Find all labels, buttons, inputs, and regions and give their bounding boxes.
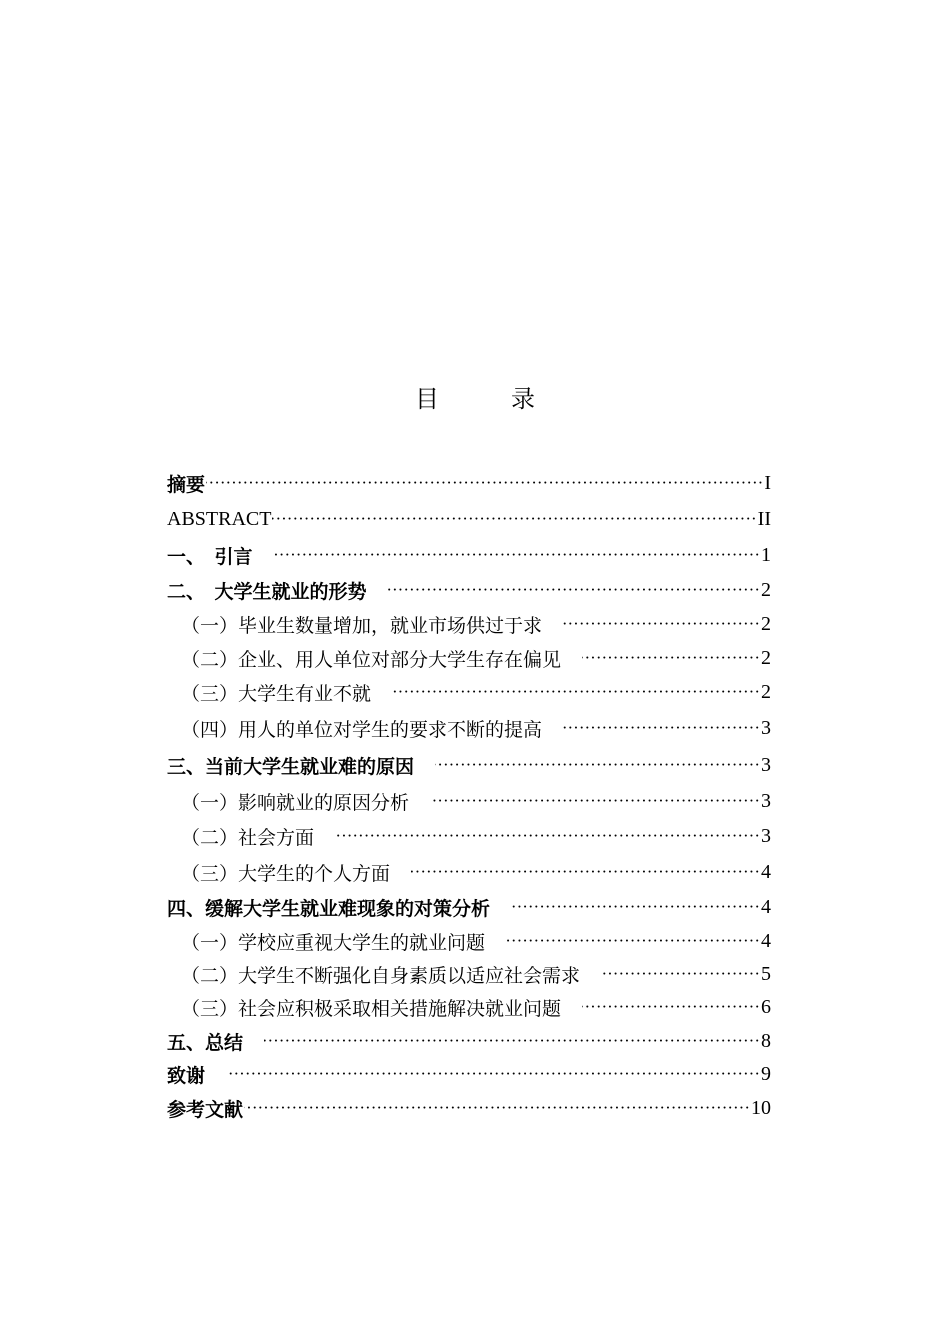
- toc-entry-label: （一）毕业生数量增加，就业市场供过于求: [181, 614, 543, 637]
- toc-entry[interactable]: [167, 857, 771, 887]
- toc-entry-label: （一）学校应重视大学生的就业问题: [181, 931, 486, 954]
- toc-entry-label: 五、总结: [167, 1031, 244, 1054]
- toc-dot-leader: [206, 473, 763, 493]
- toc-entry[interactable]: [167, 713, 771, 743]
- toc-entry-page-number: I: [764, 471, 771, 494]
- toc-entry[interactable]: [167, 540, 771, 570]
- toc-dot-leader: [430, 791, 760, 811]
- toc-entry-label: 三、当前大学生就业难的原因: [167, 755, 415, 778]
- toc-dot-leader: [335, 826, 760, 846]
- toc-dot-leader: [264, 1031, 760, 1051]
- toc-entry-label: 摘要: [167, 473, 206, 496]
- toc-entry-label: （二）社会方面: [181, 826, 315, 849]
- toc-dot-leader: [411, 862, 760, 882]
- toc-entry-page-number: 4: [761, 895, 771, 918]
- toc-dot-leader: [244, 1098, 750, 1118]
- toc-dot-leader: [563, 718, 760, 738]
- toc-entry-label: （二）企业、用人单位对部分大学生存在偏见: [181, 648, 562, 671]
- toc-dot-leader: [601, 964, 760, 984]
- toc-entry[interactable]: [167, 892, 771, 922]
- toc-entry-label: （二）大学生不断强化自身素质以适应社会需求: [181, 964, 581, 987]
- toc-entry-label: 四、缓解大学生就业难现象的对策分析: [167, 897, 491, 920]
- toc-entry-label: （三）社会应积极采取相关措施解决就业问题: [181, 997, 562, 1020]
- toc-entry-page-number: 5: [761, 962, 771, 985]
- toc-entry-label: （一）影响就业的原因分析: [181, 791, 410, 814]
- toc-title: 目 录: [415, 385, 559, 413]
- toc-entry-page-number: 6: [761, 995, 771, 1018]
- toc-entry-label: ABSTRACT: [167, 507, 272, 530]
- toc-entry-page-number: 2: [761, 612, 771, 635]
- toc-entry-page-number: 2: [761, 646, 771, 669]
- toc-entry[interactable]: [167, 926, 771, 956]
- toc-entry[interactable]: [167, 786, 771, 816]
- toc-dot-leader: [388, 580, 760, 600]
- toc-entry-page-number: 8: [761, 1029, 771, 1052]
- toc-entry-page-number: 2: [761, 578, 771, 601]
- toc-entry[interactable]: [167, 1059, 771, 1089]
- toc-entry-label: （四）用人的单位对学生的要求不断的提高: [181, 718, 543, 741]
- toc-entry[interactable]: [167, 959, 771, 989]
- toc-entry-page-number: 3: [761, 753, 771, 776]
- toc-entry-page-number: 4: [761, 860, 771, 883]
- toc-entry-page-number: 10: [751, 1096, 771, 1119]
- toc-entry[interactable]: [167, 750, 771, 780]
- toc-entry[interactable]: [167, 643, 771, 673]
- toc-entry-label: 参考文献: [167, 1098, 244, 1121]
- toc-entry-page-number: 2: [761, 680, 771, 703]
- toc-dot-leader: [582, 648, 760, 668]
- toc-entry[interactable]: [167, 1093, 771, 1123]
- toc-dot-leader: [511, 897, 760, 917]
- toc-entry-label: 致谢: [167, 1064, 206, 1087]
- toc-dot-leader: [272, 509, 756, 529]
- toc-entry-label: （三）大学生的个人方面: [181, 862, 391, 885]
- toc-dot-leader: [563, 614, 760, 634]
- toc-entry-page-number: II: [757, 507, 771, 530]
- toc-dot-leader: [582, 997, 760, 1017]
- toc-entry-page-number: 1: [761, 543, 771, 566]
- toc-entry-page-number: 3: [761, 824, 771, 847]
- toc-entry-page-number: 4: [761, 929, 771, 952]
- toc-dot-leader: [226, 1064, 760, 1084]
- toc-entry[interactable]: [167, 677, 771, 707]
- toc-entry-page-number: 9: [761, 1062, 771, 1085]
- toc-entry[interactable]: [167, 821, 771, 851]
- toc-entry-page-number: 3: [761, 716, 771, 739]
- toc-entry[interactable]: [167, 1026, 771, 1056]
- toc-entry-page-number: 3: [761, 789, 771, 812]
- toc-entry-label: （三）大学生有业不就: [181, 682, 372, 705]
- toc-entry[interactable]: [167, 992, 771, 1022]
- toc-dot-leader: [274, 545, 760, 565]
- toc-entry-label: 二、 大学生就业的形势: [167, 580, 367, 603]
- toc-entry[interactable]: [167, 468, 771, 498]
- toc-entry-label: 一、 引言: [167, 545, 253, 568]
- toc-dot-leader: [506, 931, 760, 951]
- toc-entry[interactable]: [167, 609, 771, 639]
- toc-entry[interactable]: [167, 575, 771, 605]
- toc-dot-leader: [392, 682, 760, 702]
- toc-entry[interactable]: [167, 504, 771, 534]
- toc-dot-leader: [435, 755, 760, 775]
